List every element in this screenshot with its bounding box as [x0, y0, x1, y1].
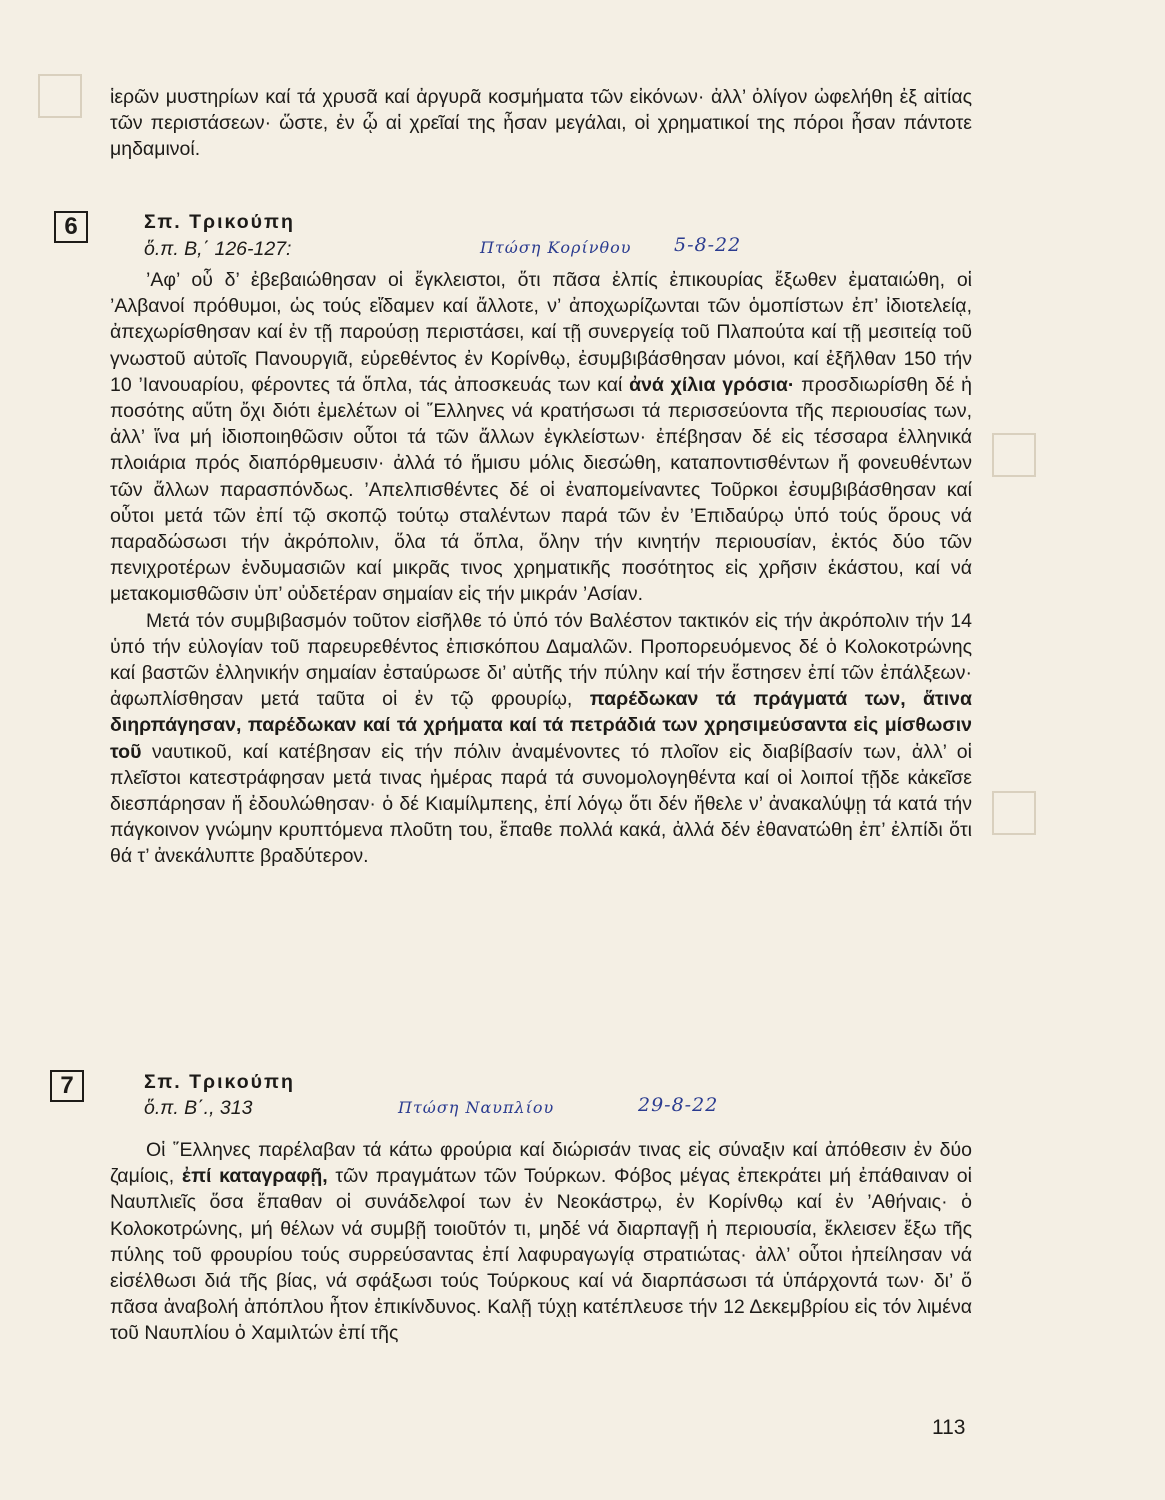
section-7-citation: ὅ.π. Β΄., 313	[144, 1097, 253, 1119]
section-6-citation: ὅ.π. Β,΄ 126-127:	[144, 238, 292, 260]
section-6-author: Σπ. Τρικούπη	[144, 211, 295, 233]
section-6-number: 6	[54, 211, 88, 243]
section-7-p1-text-b: τῶν πραγμάτων τῶν Τούρκων. Φόβος μέγας ἐπεκράτει μή ἐπάθαιναν οἱ Ναυπλιεῖς ὅσα ἔπαθαν οἱ συνάδελφοί των ἐν Νεοκάστρῳ, ἐν Κορίνθῳ καί ἐν ’Αθήναις· ὁ Κολοκοτρώνης, μή θέλων νά συμβῇ τοιοῦτόν τι, μηδέ νά διαρπαγῇ ἡ περιουσία, ἔκλεισεν ἔξω τῆς πύλης τοῦ φρουρίου τούς συρρεύσαντας ἐπί λαφυραγωγίᾳ στρατιώτας· ἀλλ’ οὗτοι ἠπείλησαν νά εἰσέλθωσι διά τῆς βίας, νά σφάξωσι τούς Τούρκους καί νά διαρπάσωσι τά ὑπάρχοντά των· δι’ ὅ πᾶσα ἀναβολή ἀπόπλου ἦτον ἐπικίνδυνος. Καλῇ τύχῃ κατέπλευσε τήν 12 Δεκεμβρίου εἰς τόν λιμένα τοῦ Ναυπλίου ὁ Χαμιλτών ἐπί τῆς	[110, 1165, 972, 1345]
section-7-handwritten-date: 29-8-22	[638, 1094, 719, 1116]
bleed-through-mark	[992, 433, 1036, 477]
page-number: 113	[932, 1416, 966, 1439]
section-7-paragraph-1	[110, 1137, 972, 1347]
bleed-through-mark	[38, 74, 82, 118]
section-7-handwritten-note: Πτώση Ναυπλίου	[398, 1098, 555, 1117]
section-7-p1-text-a: Οἱ ῞Ελληνες παρέλαβαν τά κάτω φρούρια καί διώρισάν τινας εἰς σύναξιν καί ἀπόθεσιν ἐν δύο ζαμίοις,	[110, 1139, 972, 1188]
section-6-body	[110, 267, 972, 870]
section-6-p2-text-a: Μετά τόν συμβιβασμόν τοῦτον εἰσῆλθε τό ὑπό τόν Βαλέστον τακτικόν εἰς τήν ἀκρόπολιν τήν 14 ὑπό τήν εὐλογίαν τοῦ παρευρεθέντος ἐπισκόπου Δαμαλῶν. Προπορευόμενος δέ ὁ Κολοκοτρώνης καί βαστῶν ἑλληνικήν σημαίαν ἐσταύρωσε δι’ αὐτῆς τήν πύλην καί τήν ἔστησεν ἐπί τῶν ἐπάλξεων· ἀφωπλίσθησαν μετά ταῦτα οἱ ἐν τῷ φρουρίῳ,	[110, 609, 972, 711]
section-7-author: Σπ. Τρικούπη	[144, 1071, 295, 1093]
section-6-p2-text-b: ναυτικοῦ, καί κατέβησαν εἰς τήν πόλιν ἀναμένοντες τό πλοῖον εἰς διαβίβασίν των, ἀλλ’ οἱ πλεῖστοι κατεστράφησαν μετά τινας ἡμέρας παρά τά συνομολογηθέντα καί οἱ λοιποί τῇδε κἀκεῖσε διεσπάρησαν ἤ ἐδουλώθησαν· ὁ δέ Κιαμίλμπεης, ἐπί λόγῳ ὅτι δέν ἤθελε ν’ ἀνακαλύψῃ τά κατά τήν πάγκοινον γνώμην κρυπτόμενα πλοῦτη του, ἔπαθε πολλά κακά, ἀλλά δέν ἐθανατώθη ἐπ’ ἐλπίδι ὅτι θά τ’ ἀνεκάλυπτε βραδύτερον.	[110, 740, 972, 868]
section-7-p1-bold: ἐπί καταγραφῇ,	[181, 1165, 328, 1188]
section-6-handwritten-note: Πτώση Κορίνθου	[480, 238, 632, 257]
bleed-through-mark	[992, 791, 1036, 835]
section-6-p2-bold: παρέδωκαν τά πράγματά των, ἅτινα διηρπάγησαν, παρέδωκαν καί τά χρήματα καί τά πετράδιά των χρησιμεύσαντα εἰς μίσθωσιν τοῦ	[110, 688, 973, 763]
section-6-paragraph-2	[110, 608, 972, 870]
section-6-p1-text-b: προσδιωρίσθη δέ ἡ ποσότης αὕτη ὄχι διότι ἐμελέτων οἱ ῞Ελληνες νά κρατήσωσι τά περισσεύοντα τῆς περιουσίας των, ἀλλ’ ἵνα μή ἰδιοποιηθῶσιν οὗτοι τά τῶν ἄλλων ἐγκλείστων· ἐπέβησαν δέ εἰς τέσσαρα ἑλληνικά πλοιάρια πρός διαπόρθμευσιν· ἀλλά τό ἥμισυ μόλις διεσώθη, καταποντισθέντων ἤ φονευθέντων τῶν ἄλλων παρασπόνδως. ’Απελπισθέντες δέ οἱ ἐναπομείναντες Τοῦρκοι ἐσυμβιβάσθησαν καί οὗτοι μετά τῶν ἐπί τῷ σκοπῷ τούτῳ σταλέντων παρά τῶν ἐν ’Επιδαύρῳ ὑπό τούς ὅρους νά παραδώσωσι τήν ἀκρόπολιν, ὅλα τά ὅπλα, ὅλην τήν κινητήν περιουσίαν, ἐκτός δύο τῶν πενιχροτέρων ἐνδυμασιῶν καί μικρᾶς τινος χρηματικῆς ποσότητος εἰς χρῆσιν ἑκάστου, καί νά μετακομισθῶσιν ὑπ’ οὐδετέραν σημαίαν εἰς τήν μικράν ’Ασίαν.	[110, 373, 973, 606]
intro-paragraph	[110, 84, 972, 163]
section-7-number: 7	[50, 1070, 84, 1102]
section-7-body	[110, 1137, 972, 1347]
section-6-p1-bold: ἀνά χίλια γρόσια·	[629, 373, 795, 396]
intro-text: ἱερῶν μυστηρίων καί τά χρυσᾶ καί ἀργυρᾶ κοσμήματα τῶν εἰκόνων· ἀλλ’ ὀλίγον ὠφελήθη ἐξ αἰτίας τῶν περιστάσεων· ὥστε, ἐν ᾧ αἱ χρεῖαί της ἦσαν μεγάλαι, οἱ χρηματικοί της πόροι ἦσαν πάντοτε μηδαμινοί.	[110, 86, 972, 161]
section-6-handwritten-date: 5-8-22	[674, 234, 742, 256]
section-6-paragraph-1	[110, 267, 972, 608]
section-6-p1-text-a: ’Αφ’ οὗ δ’ ἐβεβαιώθησαν οἱ ἔγκλειστοι, ὅτι πᾶσα ἐλπίς ἐπικουρίας ἔξωθεν ἐματαιώθη, οἱ ’Αλβανοί πρόθυμοι, ὡς τούς εἴδαμεν καί ἄλλοτε, ν’ ἀποχωρίζωνται τῶν ὁμοπίστων ἐπ’ ἰδιοτελείᾳ, ἀπεχωρίσθησαν καί ἐν τῇ παρούσῃ περιστάσει, καί τῇ συνεργείᾳ τοῦ Πλαπούτα καί τῇ μεσιτείᾳ τοῦ γνωστοῦ αὐτοῖς Πανουργιᾶ, εὑρεθέντος ἐν Κορίνθῳ, ἐσυμβιβάσθησαν μόνοι, καί ἐξῆλθαν 150 τήν 10 ’Ιανουαρίου, φέροντες τά ὅπλα, τάς ἀποσκευάς των καί	[110, 269, 972, 396]
